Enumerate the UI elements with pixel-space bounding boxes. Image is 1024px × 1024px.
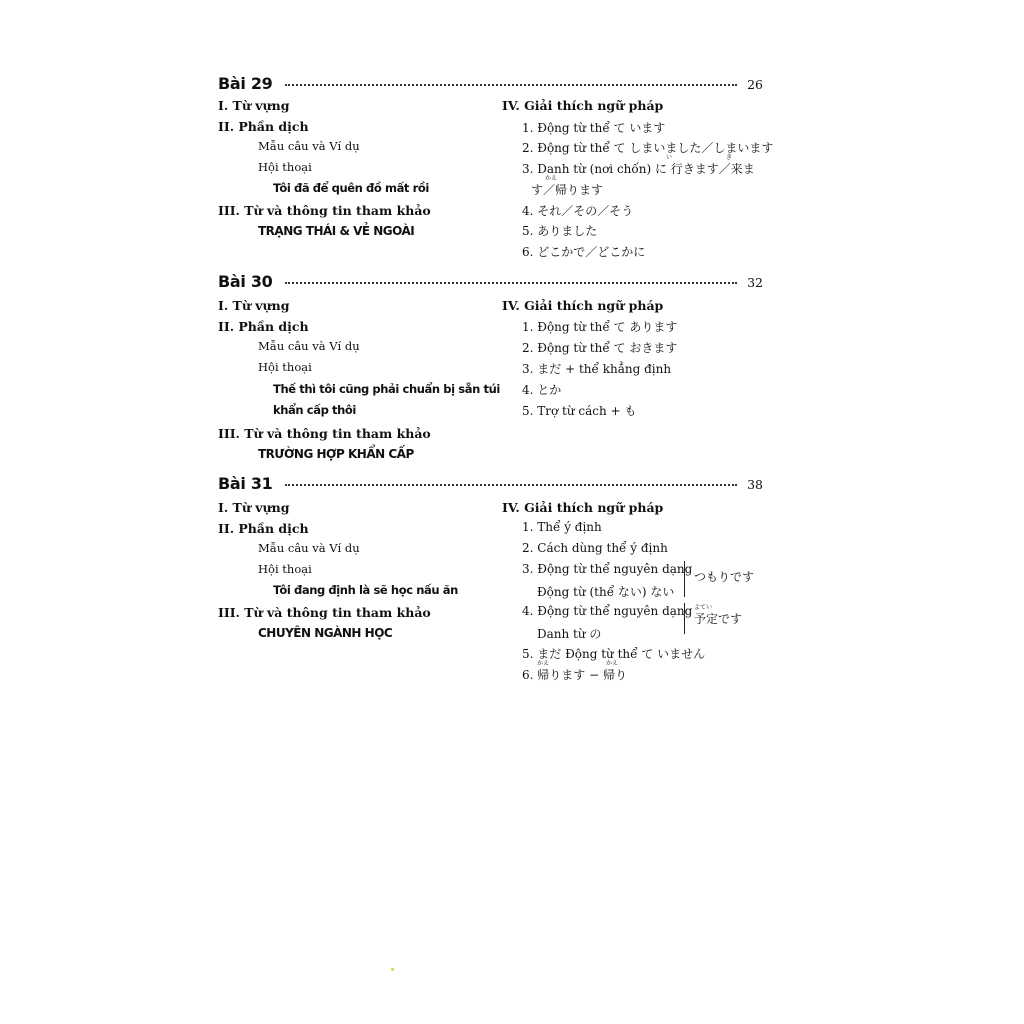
section-vocabulary: I. Từ vựng	[218, 500, 290, 515]
section-vocabulary: I. Từ vựng	[218, 298, 290, 313]
section-grammar: IV. Giải thích ngữ pháp	[502, 298, 664, 313]
brace-line	[684, 561, 691, 597]
subsection-patterns: Mẫu câu và Ví dụ	[258, 541, 360, 555]
lesson-header	[218, 272, 763, 298]
grammar-item: 4. とか	[522, 383, 562, 397]
grammar-item: 5. まだ Động từ thể て いません	[522, 647, 706, 661]
grammar-item: 4. それ／その／そう	[522, 204, 634, 218]
furigana: かえ	[537, 660, 550, 667]
conversation-title: khẩn cấp thôi	[273, 403, 356, 417]
conversation-title: Tôi đang định là sẽ học nấu ăn	[273, 583, 458, 597]
grammar-item: 5. Trợ từ cách + も	[522, 404, 637, 418]
lesson-title: Bài 31	[218, 474, 273, 493]
furigana: よてい	[694, 604, 713, 611]
section-translation: II. Phần dịch	[218, 119, 309, 134]
section-grammar: IV. Giải thích ngữ pháp	[502, 500, 664, 515]
page-number: 26	[747, 77, 763, 92]
section-reference: III. Từ và thông tin tham khảo	[218, 426, 431, 441]
brace-note: 予定です	[694, 612, 743, 626]
dot-leader	[285, 84, 738, 86]
lesson-title: Bài 30	[218, 272, 273, 291]
grammar-item: 1. Động từ thể て あります	[522, 320, 678, 334]
grammar-item: 6. どこかで／どこかに	[522, 245, 646, 259]
grammar-item: 2. Động từ thể て しまいました／しまいます	[522, 141, 774, 155]
lesson-title: Bài 29	[218, 74, 273, 93]
reference-topic: TRẠNG THÁI & VẺ NGOÀI	[258, 224, 415, 238]
lesson-header	[218, 74, 763, 100]
section-translation: II. Phần dịch	[218, 521, 309, 536]
subsection-conversation: Hội thoại	[258, 562, 312, 576]
grammar-item: 5. ありました	[522, 224, 598, 238]
grammar-item-continued: Danh từ の	[537, 627, 602, 641]
grammar-item: 6. 帰ります − 帰り	[522, 668, 627, 682]
furigana: い	[666, 154, 673, 161]
furigana: き	[726, 154, 733, 161]
grammar-item: 1. Thể ý định	[522, 520, 602, 534]
furigana: かえ	[545, 175, 558, 182]
brace-note: つもりです	[694, 570, 755, 584]
grammar-item: 2. Cách dùng thể ý định	[522, 541, 668, 555]
reference-topic: CHUYÊN NGÀNH HỌC	[258, 626, 393, 640]
reference-topic: TRƯỜNG HỢP KHẨN CẤP	[258, 447, 414, 461]
conversation-title: Tôi đã để quên đồ mất rồi	[273, 181, 429, 195]
brace-line	[684, 603, 691, 634]
grammar-item: 1. Động từ thể て います	[522, 121, 666, 135]
conversation-title: Thế thì tôi cũng phải chuẩn bị sẵn túi	[273, 382, 500, 396]
page-number: 32	[747, 275, 763, 290]
grammar-item: 2. Động từ thể て おきます	[522, 341, 678, 355]
subsection-patterns: Mẫu câu và Ví dụ	[258, 139, 360, 153]
page-number: 38	[747, 477, 763, 492]
dot-leader	[285, 282, 738, 284]
section-translation: II. Phần dịch	[218, 319, 309, 334]
grammar-item: 3. Danh từ (nơi chốn) に 行きます／来ま	[522, 162, 755, 176]
subsection-patterns: Mẫu câu và Ví dụ	[258, 339, 360, 353]
section-grammar: IV. Giải thích ngữ pháp	[502, 98, 664, 113]
subsection-conversation: Hội thoại	[258, 360, 312, 374]
grammar-item-continued: す／帰ります	[531, 183, 604, 197]
section-reference: III. Từ và thông tin tham khảo	[218, 605, 431, 620]
dot-leader	[285, 484, 738, 486]
grammar-item-continued: Động từ (thể ない) ない	[537, 585, 675, 599]
grammar-item: 3. まだ + thể khẳng định	[522, 362, 672, 376]
scan-speck	[391, 968, 394, 971]
grammar-item: 3. Động từ thể nguyên dạng	[522, 562, 693, 576]
furigana: かえ	[606, 660, 619, 667]
lesson-header	[218, 474, 763, 500]
grammar-item: 4. Động từ thể nguyên dạng	[522, 604, 693, 618]
section-vocabulary: I. Từ vựng	[218, 98, 290, 113]
subsection-conversation: Hội thoại	[258, 160, 312, 174]
section-reference: III. Từ và thông tin tham khảo	[218, 203, 431, 218]
